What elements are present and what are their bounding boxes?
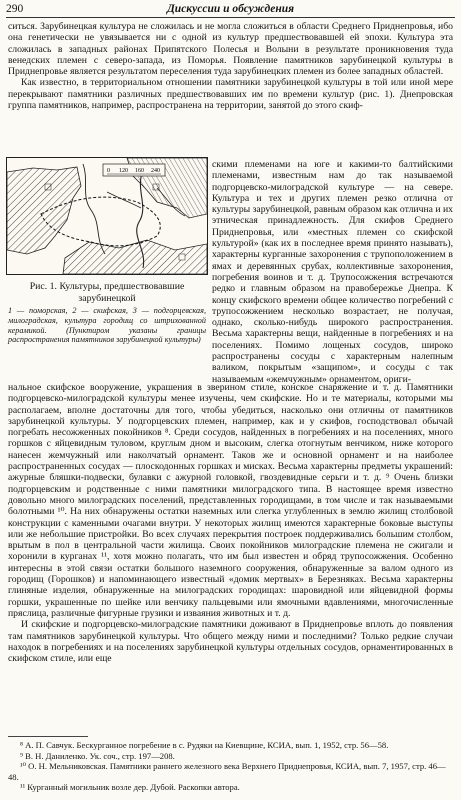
scale-tick: 120 — [119, 168, 128, 174]
header-rule — [6, 17, 455, 18]
footnote: ⁸ А. П. Савчук. Бескурганное погребение в с. Рудяки на Киевщине, КСИА, вып. 1, 1952, стр. 56—58. — [20, 740, 389, 750]
legend-swatch — [153, 184, 159, 190]
top-text-block — [8, 21, 453, 111]
footnote: ⁹ В. Н. Даниленко. Ук. соч., стр. 197—208. — [20, 750, 175, 761]
paragraph: И скифские и подгорцевско-милоградские памятники доживают в Приднепровье вплоть до появления там памятников зарубинецкой культуры. Что общего между ними и последними? Только редкие случаи находок в погребениях и на поселениях зарубинецкой культуры отдельных сосудов, орнаментированных в скифском стиле, или еще — [8, 619, 453, 665]
map-figure — [6, 157, 208, 275]
legend-swatch — [179, 254, 185, 260]
body-text-block — [8, 382, 453, 664]
paragraph: Как известно, в территориальном отношении памятники зарубинецкой культуры в той или иной мере перекрывают памятники различных предшествовавших им по времени культур (рис. 1). Днепровская группа памятников, например, распространена на территории, занятой до этого скиф- — [8, 77, 453, 112]
footnote-rule — [8, 736, 88, 737]
map-illustration — [7, 158, 207, 274]
river — [107, 192, 141, 208]
river — [83, 164, 105, 254]
figure-legend: 1 — поморская, 2 — скифская, 3 — подгорцевская, милоградская, культура городищ со штрихованной керамикой. (Пунктиром указаны границы распространения памятников зарубинецкой культуры) — [8, 306, 206, 345]
figure-caption: Рис. 1. Культуры, предшествовавшие зарубинецкой — [29, 281, 185, 304]
paragraph: ситься. Зарубинецкая культура не сложилась и не могла сложиться в области Среднего Приднепровья, ибо она генетически не увязывается ни с одной из культур предшествовавшей ей эпохи. Культура эта сложилась в западных районах Припятского Полесья и Волыни в результате проникновения туда венедских племен с северо-запада, из Поморья. Появление памятников зарубинецкой культуры в Приднепровье является результатом переселения туда зарубинецких племен из более западных областей. — [8, 21, 453, 78]
page-number: 290 — [6, 3, 24, 15]
legend-swatch — [45, 184, 51, 190]
paragraph: нальное скифское вооружение, украшения в зверином стиле, конское снаряжение и т. д. Памятники подгорцевско-милоградской культуры менее изучены, чем скифские. Но и те материалы, которыми мы располагаем, вполне достаточны для того, чтобы убедиться, насколько они отличны от памятников зарубинецкой культуры. У подгорцевских племен, например, как и у скифов, господствовал обычай погребать несожженных покойников ⁸. Среди сосудов, найденных в погребениях и на поселениях, много горшков с яйцевидным туловом, круглым дном и высоким, слегка отогнутым венчиком, ниже которого нанесен жемчужный или наколчатый орнамент. Таков же и основной орнамент и на наиболее распространенных сосудах — плоскодонных горшках и мисках. Весьма характерны предметы украшений: ажурные бляшки-подвески, булавки с ажурной головкой, гвоздевидные серьги и т. д. ⁹ Очень близки подгорцевским и родственные с ними памятники милоградского типа. В настоящее время известно довольно много милоградских поселений, представленных городищами, в том числе и так называемыми болотными ¹⁰. На них обнаружены остатки наземных или слегка углубленных в землю жилищ столбовой конструкции с каменными очагами внутри. У некоторых жилищ имеются характерные боковые выступы или же небольшие пристройки. Во всех случаях перекрытия построек поддерживались большим столбом, врытым в пол в центральной части жилища. Своих покойников милоградские племена не сжигали и хоронили в курганах ¹¹, хотя можно полагать, что им был известен и обряд трупосожжения. Особенно интересны в этой связи остатки большого наземного сооружения, обнаруженные за валом одного из городищ (Горошков) и напоминающего известный «домик мертвых» в Березняках. Весьма характерны глиняные изделия, обнаруженные на милоградских городищах: шаровидной или яйцевидной формы горшки, украшенные по шейке или венчику пальцевыми или ямочными вдавлениями, многочисленные пряслица, различные фигурные грузики и изваяния животных и т. д. — [8, 382, 453, 619]
scale-tick: 240 — [151, 168, 160, 174]
footnote: ¹¹ Курганный могильник возле дер. Дубой. Раскопки автора. — [20, 782, 240, 793]
region-pomorian — [7, 167, 81, 254]
scale-tick: 0 — [107, 168, 110, 174]
wrapped-column-text: скими племенами на юге и какими-то балтийскими племенами, известным нам до так называемой подгорцевско-милоградской культуре — на севере. Культура и тех и других племен резко отлична от культуры зарубинецкой, равным образом как отлична и их этническая принадлежность. Для скифов Среднего Приднепровья, или «местных племен со скифской культурой» (как их в последнее время принято называть), характерны курганные захоронения с трупоположением в ямах и деревянных срубах, коллективные захоронения, погребения воинов и т. д. Трупосожжения встречаются редко и главным образом на правобережье Днепра. К концу скифского времени общее количество погребений с трупосожжением несколько возрастает, не получая, однако, сколько-нибудь широкого распространения. Весьма характерны вещи, найденные в погребениях и на поселениях. Помимо лощеных сосудов, широко распространены сосуды с характерным налепным валиком, покрытым «защипом», и сосуды с так называемым «жемчужным» орнаментом, ориги- — [212, 159, 454, 385]
region-scythian — [63, 240, 207, 274]
footnote: ¹⁰ О. Н. Мельниковская. Памятники раннего железного века Верхнего Приднепровья, КСИА, вып. 7, 1957, стр. 46—48. — [8, 761, 446, 782]
footnotes — [8, 740, 453, 793]
running-title: Дискуссии и обсуждения — [166, 3, 295, 15]
scale-tick: 160 — [135, 168, 144, 174]
page-header — [6, 3, 455, 17]
